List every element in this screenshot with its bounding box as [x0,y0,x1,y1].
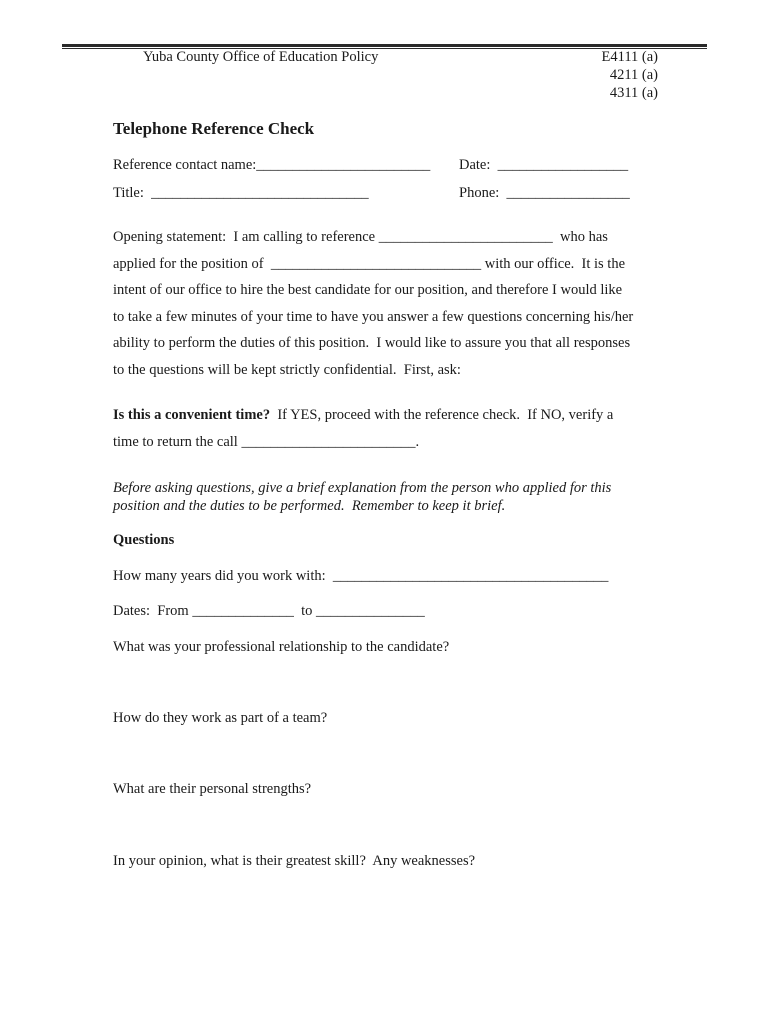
opening-line: to the questions will be kept strictly confidential. First, ask: [113,361,461,378]
convenient-time-line: time to return the call ________________________. [113,433,420,450]
question-teamwork: How do they work as part of a team? [113,710,328,726]
phone-field: Phone: _________________ [459,185,630,201]
instruction-line: position and the duties to be performed. Remember to keep it brief. [113,497,506,514]
policy-code: 4211 (a) [609,67,658,83]
contact-name-field: Reference contact name:________________________ [113,157,431,173]
policy-code: 4311 (a) [609,85,658,101]
question-relationship: What was your professional relationship to the candidate? [113,639,450,655]
opening-line: ability to perform the duties of this position. I would like to assure you that all responses [113,335,631,352]
opening-line: intent of our office to hire the best candidate for our position, and therefore I would like [113,282,623,299]
header-rule-thick [62,44,707,47]
questions-heading: Questions [113,532,175,548]
opening-statement [113,224,673,384]
question-skill-weakness: In your opinion, what is their greatest skill? Any weaknesses? [113,853,476,869]
opening-line: applied for the position of _____________________________ with our office. It is the [113,255,626,272]
instruction-line: Before asking questions, give a brief explanation from the person who applied for this [113,480,612,496]
organization-name: Yuba County Office of Education Policy [143,49,379,65]
opening-line: Opening statement: I am calling to reference ________________________ who has [113,229,608,245]
years-worked-field: How many years did you work with: ______________________________________ [113,568,609,584]
opening-line: to take a few minutes of your time to have you answer a few questions concerning his/her [113,308,634,325]
instruction-note [113,480,673,515]
dates-field: Dates: From ______________ to _______________ [113,603,425,619]
document-title: Telephone Reference Check [113,119,315,138]
date-field: Date: __________________ [459,157,629,173]
convenient-time-paragraph [113,402,673,455]
convenient-time-question: Is this a convenient time? [113,407,271,423]
policy-code: E4111 (a) [601,49,658,65]
convenient-time-instruction: If YES, proceed with the reference check. If NO, verify a [270,407,614,423]
title-field: Title: ______________________________ [113,185,369,201]
policy-codes [602,48,659,102]
question-strengths: What are their personal strengths? [113,781,312,797]
